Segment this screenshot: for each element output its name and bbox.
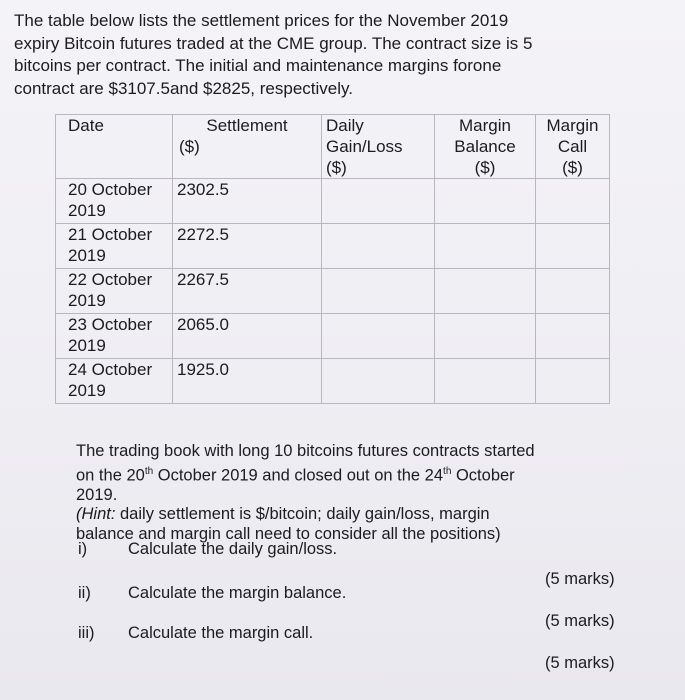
cell-margin-balance[interactable] [435, 269, 536, 314]
cell-margin-balance[interactable] [435, 224, 536, 269]
table-row [56, 314, 610, 359]
cell-date: 24 October 2019 [56, 359, 173, 404]
cell-margin-call[interactable] [536, 269, 610, 314]
cell-margin-balance[interactable] [435, 314, 536, 359]
cell-date: 23 October 2019 [56, 314, 173, 359]
cell-margin-call[interactable] [536, 359, 610, 404]
cell-margin-balance[interactable] [435, 179, 536, 224]
question-text: Calculate the daily gain/loss. [128, 540, 338, 558]
header-date: Date [56, 115, 173, 179]
intro-line: expiry Bitcoin futures traded at the CME group. The contract size is 5 [14, 33, 533, 53]
header-daily-gain-loss: Daily Gain/Loss ($) [322, 115, 435, 179]
cell-daily-gain-loss[interactable] [322, 359, 435, 404]
cell-settlement: 2302.5 [173, 179, 322, 224]
cell-margin-call[interactable] [536, 224, 610, 269]
instructions-text [76, 442, 636, 544]
settlement-table [55, 114, 610, 404]
table-row [56, 269, 610, 314]
cell-settlement: 2272.5 [173, 224, 322, 269]
instruction-line: on the 20th October 2019 and closed out on the 24th October [76, 465, 515, 484]
question-number: iii) [78, 624, 95, 642]
table-row [56, 359, 610, 404]
cell-margin-balance[interactable] [435, 359, 536, 404]
cell-settlement: 1925.0 [173, 359, 322, 404]
header-margin-balance: Margin Balance ($) [435, 115, 536, 179]
cell-daily-gain-loss[interactable] [322, 179, 435, 224]
marks-label: (5 marks) [545, 612, 615, 630]
cell-margin-call[interactable] [536, 314, 610, 359]
table-header-row [56, 115, 610, 179]
cell-settlement: 2065.0 [173, 314, 322, 359]
question-number: i) [78, 540, 88, 558]
header-settlement: Settlement ($) [173, 115, 322, 179]
hint-line: (Hint: daily settlement is $/bitcoin; daily gain/loss, margin [76, 505, 490, 523]
cell-date: 20 October 2019 [56, 179, 173, 224]
intro-text [14, 10, 654, 100]
marks-label: (5 marks) [545, 654, 615, 672]
cell-margin-call[interactable] [536, 179, 610, 224]
instruction-line: The trading book with long 10 bitcoins futures contracts started [76, 442, 535, 460]
cell-daily-gain-loss[interactable] [322, 269, 435, 314]
cell-date: 22 October 2019 [56, 269, 173, 314]
cell-daily-gain-loss[interactable] [322, 224, 435, 269]
marks-label: (5 marks) [545, 570, 615, 588]
instruction-line: 2019. [76, 485, 118, 504]
intro-line: The table below lists the settlement prices for the November 2019 [14, 11, 509, 30]
table-row [56, 179, 610, 224]
question-text: Calculate the margin balance. [128, 584, 347, 602]
cell-daily-gain-loss[interactable] [322, 314, 435, 359]
question-text: Calculate the margin call. [128, 624, 314, 642]
question-number: ii) [78, 584, 91, 602]
table-row [56, 224, 610, 269]
cell-settlement: 2267.5 [173, 269, 322, 314]
hint-line: balance and margin call need to consider all the positions) [76, 524, 501, 543]
cell-date: 21 October 2019 [56, 224, 173, 269]
intro-line: contract are $3107.5and $2825, respectively. [14, 78, 353, 98]
intro-line: bitcoins per contract. The initial and maintenance margins forone [14, 56, 502, 75]
header-margin-call: Margin Call ($) [536, 115, 610, 179]
